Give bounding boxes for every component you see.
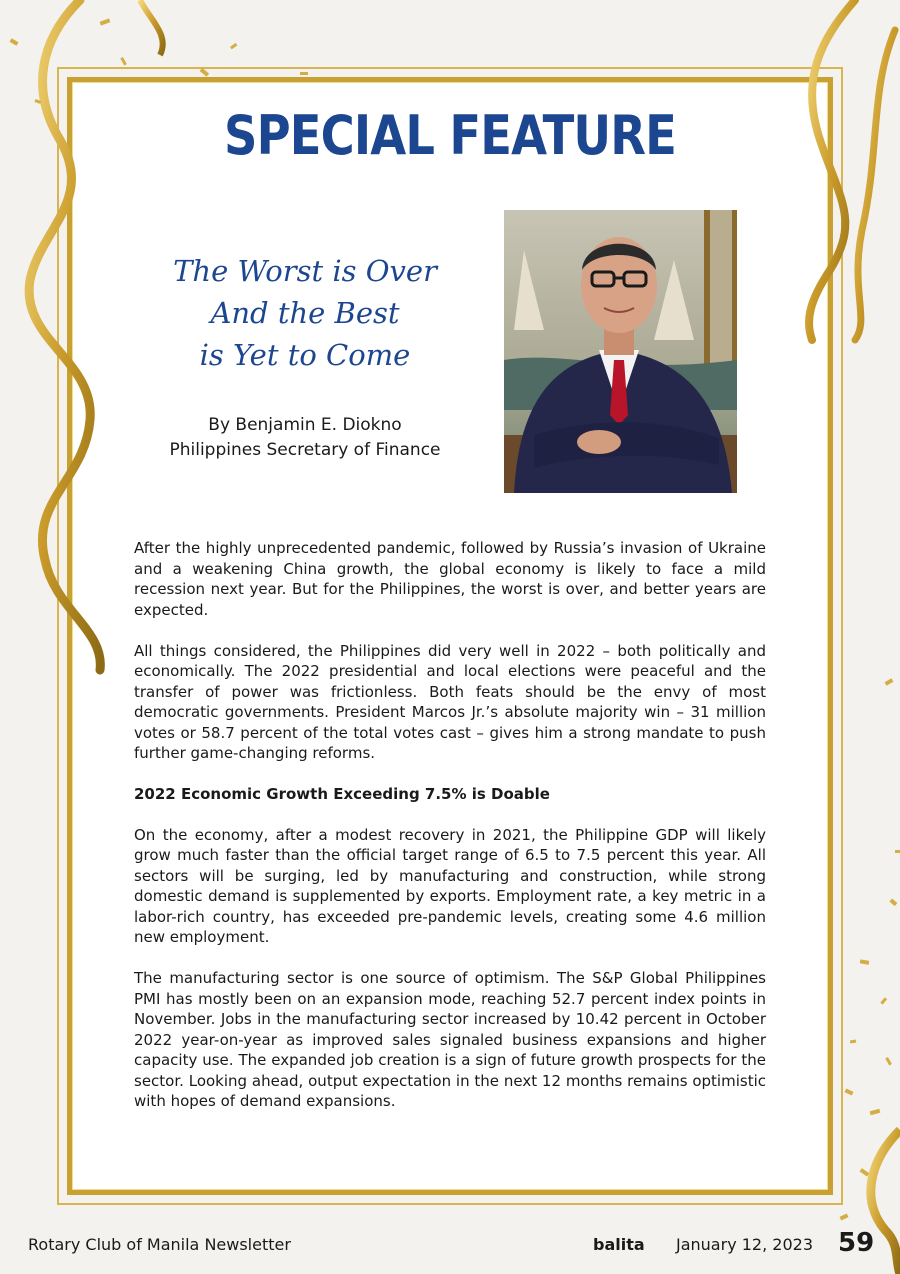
byline-author: By Benjamin E. Diokno	[208, 415, 402, 435]
footer-brand: balita	[593, 1235, 645, 1254]
headline-line: The Worst is Over	[173, 254, 437, 288]
article-headline	[150, 250, 460, 376]
article-paragraph: All things considered, the Philippines did very well in 2022 – both politically and economically. The 2022 presidential and local elections were peaceful and the transfer of power was frictionless. Both feats should be the envy of most democratic governments. President Marcos Jr.’s absolute majority win – 31 million votes or 58.7 percent of the total votes cast – gives him a strong mandate to push further game-changing reforms.	[134, 641, 766, 762]
headline-line: And the Best	[210, 296, 400, 330]
author-portrait	[504, 210, 737, 493]
footer-publication: Rotary Club of Manila Newsletter	[28, 1235, 291, 1254]
article-subheading: 2022 Economic Growth Exceeding 7.5% is Doable	[134, 785, 550, 803]
footer-date: January 12, 2023	[676, 1235, 813, 1254]
article-paragraph: The manufacturing sector is one source of optimism. The S&P Global Philippines PMI has mostly been on an expansion mode, reaching 52.7 percent index points in November. Jobs in the manufacturing sector increased by 10.42 percent in October 2022 year-on-year as improved sales signaled business expansions and higher capacity use. The expanded job creation is a sign of future growth prospects for the sector. Looking ahead, output expectation in the next 12 months remains optimistic with hopes of demand expansions.	[134, 969, 766, 1110]
headline-line: is Yet to Come	[199, 338, 411, 372]
page-number: 59	[838, 1228, 875, 1258]
article-paragraph: On the economy, after a modest recovery in 2021, the Philippine GDP will likely grow much faster than the official target range of 6.5 to 7.5 percent this year. All sectors will be surging, led by manufacturing and construction, while strong domestic demand is supplemented by exports. Employment rate, a key metric in a labor-rich country, has exceeded pre-pandemic levels, creating some 4.6 million new employment.	[134, 825, 766, 946]
page-title: SPECIAL FEATURE	[223, 104, 677, 167]
byline	[140, 413, 470, 463]
article-paragraph: After the highly unprecedented pandemic, followed by Russia’s invasion of Ukraine and a weakening China growth, the global economy is likely to face a mild recession next year. But for the Philippines, the worst is over, and better years are expected.	[134, 539, 766, 619]
article-body	[134, 538, 766, 1132]
byline-role: Philippines Secretary of Finance	[169, 440, 441, 460]
